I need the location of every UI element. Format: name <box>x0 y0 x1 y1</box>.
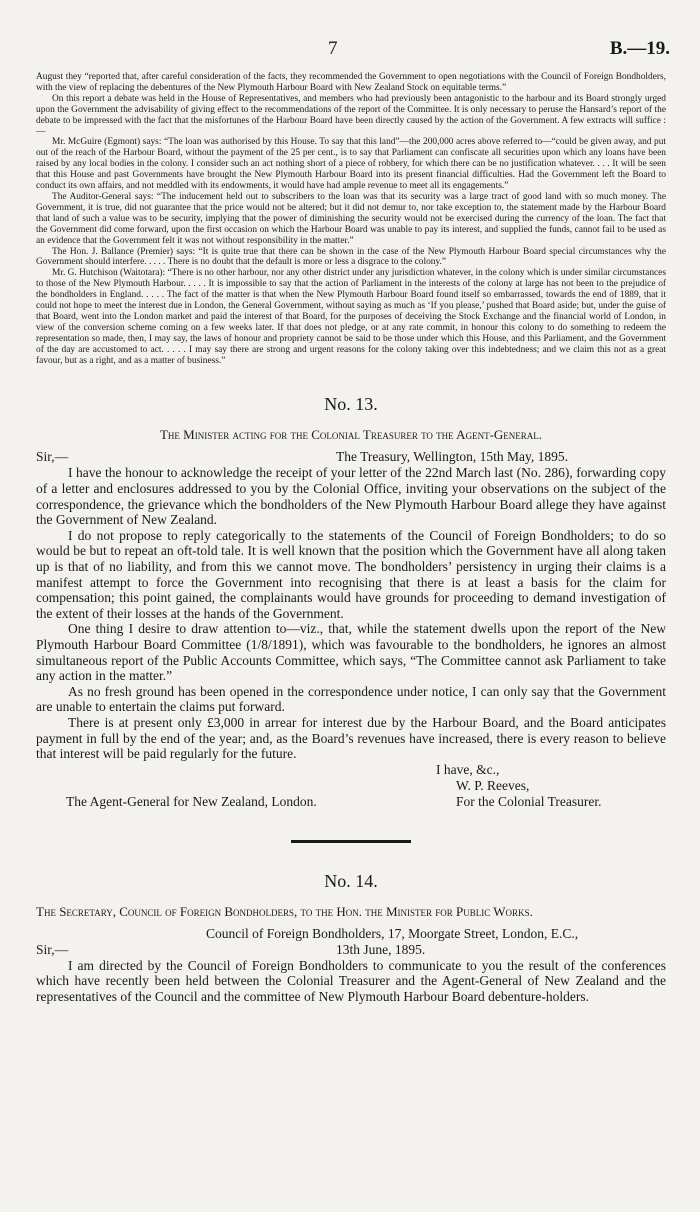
paragraph: As no fresh ground has been opened in the correspondence under notice, I can only say that the Government are unable to entertain the claims put forward. <box>36 683 666 715</box>
paragraph: I have the honour to acknowledge the receipt of your letter of the 22nd March last (No. 286), forwarding copy of a letter and enclosures addressed to you by the Colonial Office, inviting your observations on the subject of the correspondence, the grievance which the bondholders of the New Plymouth Harbour Board allege they have against the Government of New Zealand. <box>36 465 666 528</box>
page-header <box>36 0 670 72</box>
letter-body <box>36 465 666 761</box>
signatory: W. P. Reeves, <box>456 777 530 793</box>
salutation-line <box>36 449 666 465</box>
paragraph: Mr. McGuire (Egmont) says: “The loan was authorised by this House. To say that this land”—the 200,000 acres above referred to—“could be given away, and put out of the reach of the Harbour Board, without the payment of the 25 per cent., is to say that Parliament can confiscate all securities upon which any loans have been raised by any local bodies in the colony. I consider such an act nothing short of a piece of robbery, for which there can be no justification whatever. . . . It will be seen that this House and past Governments have brought the New Plymouth Harbour Board into its present financial difficulties. Had the Government left the Board to conduct its own affairs, and not meddled with its endowments, it would have had ample revenue to meet all its engagements.” <box>36 137 666 192</box>
letter-address: The Treasury, Wellington, 15th May, 1895. <box>336 449 569 465</box>
paragraph: August they “reported that, after careful consideration of the facts, they recommended the Government to open negotiations with the Council of Foreign Bondholders, with the view of replacing the debentures of the New Plymouth Harbour Board with New Zealand Stock on equitable terms.” <box>36 72 666 93</box>
paragraph: There is at present only £3,000 in arrear for interest due by the Harbour Board, and the Board anticipates payment in full by the end of the year; and, as the Board’s revenues have increased, there is every reason to believe that interest will be paid regularly for the future. <box>36 714 666 762</box>
letter-body <box>36 958 666 1005</box>
letter-address: Council of Foreign Bondholders, 17, Moorgate Street, London, E.C., <box>206 925 579 941</box>
section-number: No. 13. <box>324 394 378 415</box>
document-reference: B.—19. <box>609 38 670 59</box>
paragraph: The Auditor-General says: “The inducement held out to subscribers to the loan was that its security was a large tract of good land with so much money. The Government, it is true, did not guarantee that the price would not be altered; but it did not demur to, nor take exception to, the statement made by the Harbour Board that land of such a value was to be security, implying that the power of diminishing the security would not be exercised during the currency of the loan. The fact that the Government did come forward, upon the first occasion on which the Harbour Board was unable to pay its interest, and supplied the funds, cannot fail to be used as an evidence that the Government felt it was not without responsibility in the matter.” <box>36 191 666 246</box>
paragraph: The Hon. J. Ballance (Premier) says: “It is quite true that there can be shown in the case of the New Plymouth Harbour Board special circumstances why the Government should interfere. . . . . There is no doubt that the default is more or less a disgrace to the colony.” <box>36 246 666 268</box>
salutation: Sir,— <box>36 449 69 465</box>
salutation-line <box>36 942 666 958</box>
paragraph: On this report a debate was held in the House of Representatives, and members who had previously been antagonistic to the harbour and its Board strongly urged upon the Government the advisability of giving effect to the recommendations of the report of the Committee. It is only necessary to peruse the Hansard’s report of the debate to be impressed with the fact that the misfortunes of the Harbour Board have been directly caused by the action of the Government. A few extracts will suffice :— <box>36 93 666 137</box>
letter-heading: The Secretary, Council of Foreign Bondholders, to the Hon. the Minister for Public Works. <box>36 903 533 919</box>
prelude-text <box>36 72 666 366</box>
section-divider <box>291 840 411 843</box>
letter-date: 13th June, 1895. <box>336 941 426 957</box>
paragraph: I am directed by the Council of Foreign Bondholders to communicate to you the result of the conferences which have recently been held between the Colonial Treasurer and the Agent-General of New Zealand and the representatives of the Council and the committee of New Plymouth Harbour Board debenture-holders. <box>36 957 666 1004</box>
addressee: The Agent-General for New Zealand, London. <box>66 793 317 809</box>
letter-heading: The Minister acting for the Colonial Treasurer to the Agent-General. <box>159 427 543 443</box>
paragraph: I do not propose to reply categorically to the statements of the Council of Foreign Bondholders; to do so would be but to repeat an oft-told tale. It is well known that the position which the Government have all along taken up is that of no liability, and from this we cannot move. The bondholders’ persistency in urging their claims is a manifest attempt to force the Government into recognising that there is at least a basis for the claim for compensation; this point gained, the complainants would have grounds for proceeding to demand investigation of the extent of their losses at the hands of the Government. <box>36 527 666 621</box>
paragraph: One thing I desire to draw attention to—viz., that, while the statement dwells upon the report of the New Plymouth Harbour Board Committee (1/8/1891), which was favourable to the bondholders, he ignores an almost simultaneous report of the Public Accounts Committee, which says, “The Committee cannot ask Parliament to take any action in the matter.” <box>36 621 666 684</box>
closing: I have, &c., <box>436 761 500 777</box>
document-page <box>36 0 670 1005</box>
signature-block <box>36 762 666 810</box>
page-number: 7 <box>328 38 338 59</box>
paragraph: Mr. G. Hutchison (Waitotara): “There is no other harbour, nor any other district under any jurisdiction whatever, in the colony which is under similar circumstances to those of the New Plymouth Harbour. . . . . It is impossible to say that the action of Parliament in the interests of the colony at large has not been to the prejudice of the bondholders in England. . . . . The fact of the matter is that when the New Plymouth Harbour Board found itself so embarrassed, towards the end of 1889, that it could not hope to meet the interest due in London, the General Government, without saying as much as ‘If you please,’ pushed that Board aside; but, under the guise of that Board, went into the London market and paid the interest of that Board, for the purposes of deceiving the Stock Exchange and the financial world of London, in view of the conversion scheme coming on a few weeks later. If that does not pledge, or at any rate commit, in honour this colony to do something to redeem the representation so made, then, I may say, the laws of honour and propriety cannot be said to be those under which this House, and this Parliament, and the Government of the day are accustomed to act. . . . . I may say there are strong and urgent reasons for the colony taking over this indebtedness; and we claim this not as a great favour, but as a right, and as a matter of business.” <box>36 268 666 366</box>
section-number: No. 14. <box>324 870 378 891</box>
signatory-role: For the Colonial Treasurer. <box>456 793 602 809</box>
salutation: Sir,— <box>36 941 69 957</box>
